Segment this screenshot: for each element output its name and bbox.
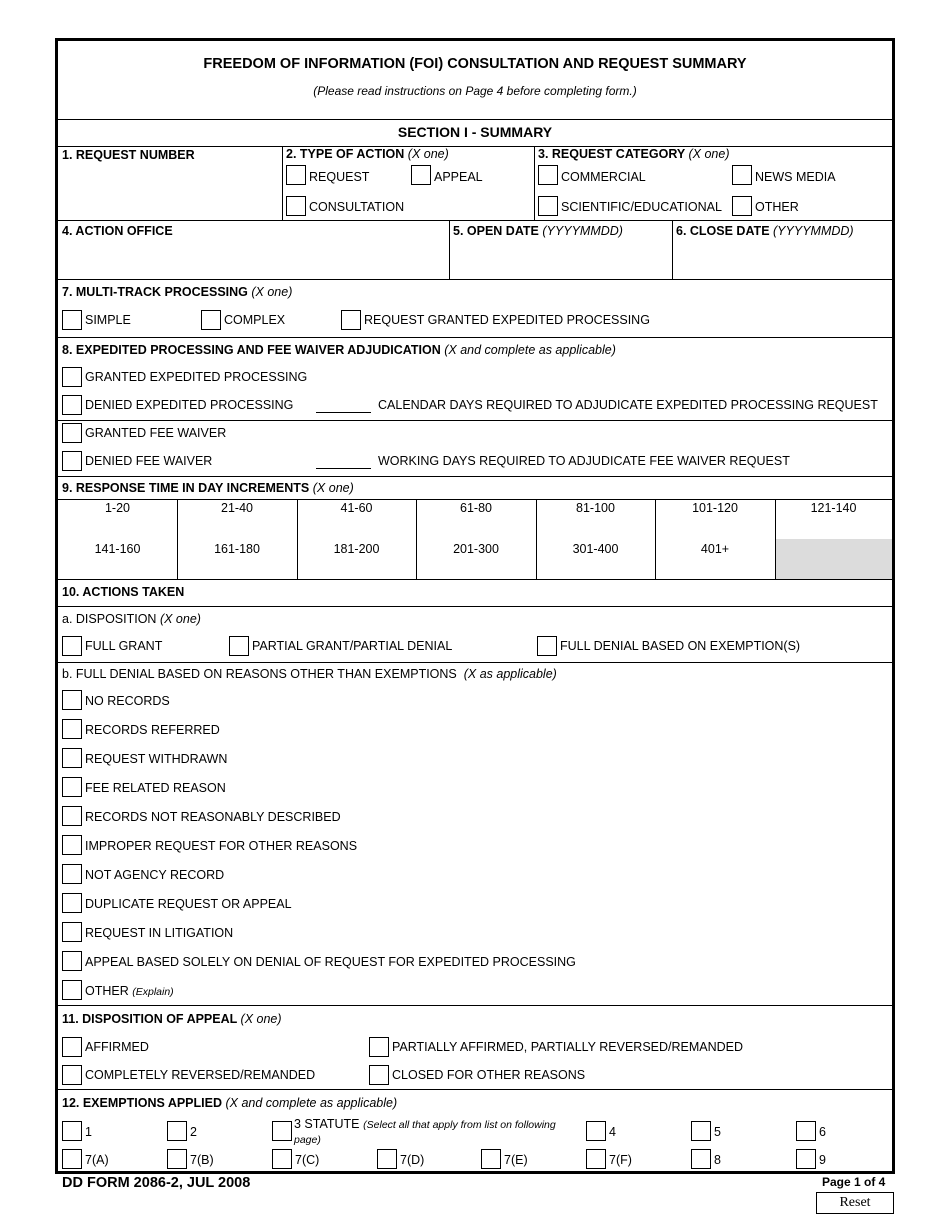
affirmed-checkbox[interactable] xyxy=(62,1037,82,1057)
open-date-label: 5. OPEN DATE (YYYYMMDD) xyxy=(453,224,623,238)
type-request-checkbox[interactable] xyxy=(286,165,306,185)
denied-expedited-checkbox[interactable] xyxy=(62,395,82,415)
other-reason-checkbox[interactable] xyxy=(62,980,82,1000)
exemption-7c-label: 7(C) xyxy=(295,1153,320,1167)
category-other-label: OTHER xyxy=(755,200,799,214)
partially-affirmed-label: PARTIALLY AFFIRMED, PARTIALLY REVERSED/REMANDED xyxy=(392,1040,744,1054)
response-time-201-300[interactable]: 201-300 xyxy=(453,542,499,556)
granted-fee-waiver-checkbox[interactable] xyxy=(62,423,82,443)
track-expedited-label: REQUEST GRANTED EXPEDITED PROCESSING xyxy=(364,313,650,327)
track-complex-label: COMPLEX xyxy=(224,313,286,327)
improper-request-checkbox[interactable] xyxy=(62,835,82,855)
disposition-label: a. DISPOSITION (X one) xyxy=(62,612,201,626)
fee-related-checkbox[interactable] xyxy=(62,777,82,797)
track-expedited-checkbox[interactable] xyxy=(341,310,361,330)
records-referred-label: RECORDS REFERRED xyxy=(85,723,220,737)
exemption-8-checkbox[interactable] xyxy=(691,1149,711,1169)
response-time-161-180[interactable]: 161-180 xyxy=(214,542,260,556)
completely-reversed-label: COMPLETELY REVERSED/REMANDED xyxy=(85,1068,316,1082)
full-grant-checkbox[interactable] xyxy=(62,636,82,656)
exemption-2-label: 2 xyxy=(190,1125,197,1139)
not-agency-record-checkbox[interactable] xyxy=(62,864,82,884)
not-reasonably-described-checkbox[interactable] xyxy=(62,806,82,826)
exemption-7a-label: 7(A) xyxy=(85,1153,109,1167)
category-scientific-label: SCIENTIFIC/EDUCATIONAL xyxy=(561,200,722,214)
exemption-7f-label: 7(F) xyxy=(609,1153,632,1167)
fee-related-label: FEE RELATED REASON xyxy=(85,781,226,795)
response-time-101-120[interactable]: 101-120 xyxy=(692,501,738,515)
appeal-expedited-denial-label: APPEAL BASED SOLELY ON DENIAL OF REQUEST FOR EXPEDITED PROCESSING xyxy=(85,955,576,969)
records-referred-checkbox[interactable] xyxy=(62,719,82,739)
response-time-grid xyxy=(58,499,892,579)
request-category-label: 3. REQUEST CATEGORY (X one) xyxy=(538,147,730,161)
full-denial-exemption-label: FULL DENIAL BASED ON EXEMPTION(S) xyxy=(560,639,801,653)
category-scientific-checkbox[interactable] xyxy=(538,196,558,216)
exemption-3-label: 3 STATUTE (Select all that apply from list on following page) xyxy=(294,1117,556,1146)
response-time-81-100[interactable]: 81-100 xyxy=(576,501,615,515)
category-news-media-checkbox[interactable] xyxy=(732,165,752,185)
response-time-1-20[interactable]: 1-20 xyxy=(104,501,131,515)
category-commercial-checkbox[interactable] xyxy=(538,165,558,185)
reset-button[interactable]: Reset xyxy=(816,1192,894,1214)
exemption-9-label: 9 xyxy=(819,1153,826,1167)
granted-expedited-label: GRANTED EXPEDITED PROCESSING xyxy=(85,370,308,384)
no-records-checkbox[interactable] xyxy=(62,690,82,710)
expedited-fee-label: 8. EXPEDITED PROCESSING AND FEE WAIVER ADJUDICATION (X and complete as applicable) xyxy=(62,343,616,357)
improper-request-label: IMPROPER REQUEST FOR OTHER REASONS xyxy=(85,839,358,853)
exemption-7c-checkbox[interactable] xyxy=(272,1149,292,1169)
no-records-label: NO RECORDS xyxy=(85,694,170,708)
exemption-4-label: 4 xyxy=(609,1125,616,1139)
actions-taken-label: 10. ACTIONS TAKEN xyxy=(62,585,185,599)
response-time-empty-cell xyxy=(776,539,892,579)
exemption-5-label: 5 xyxy=(714,1125,721,1139)
exemption-1-label: 1 xyxy=(85,1125,92,1139)
working-days-text: WORKING DAYS REQUIRED TO ADJUDICATE FEE WAIVER REQUEST xyxy=(378,454,790,468)
affirmed-label: AFFIRMED xyxy=(85,1040,149,1054)
calendar-days-text: CALENDAR DAYS REQUIRED TO ADJUDICATE EXPEDITED PROCESSING REQUEST xyxy=(378,398,878,412)
track-simple-checkbox[interactable] xyxy=(62,310,82,330)
request-number-label: 1. REQUEST NUMBER xyxy=(62,148,195,162)
granted-fee-waiver-label: GRANTED FEE WAIVER xyxy=(85,426,227,440)
section-title: SECTION I - SUMMARY xyxy=(397,124,553,140)
closed-other-reasons-checkbox[interactable] xyxy=(369,1065,389,1085)
partial-grant-label: PARTIAL GRANT/PARTIAL DENIAL xyxy=(252,639,453,653)
foi-form xyxy=(55,38,895,1174)
granted-expedited-checkbox[interactable] xyxy=(62,367,82,387)
exemption-8-label: 8 xyxy=(714,1153,721,1167)
type-consultation-checkbox[interactable] xyxy=(286,196,306,216)
response-time-141-160[interactable]: 141-160 xyxy=(94,542,141,556)
exemption-1-checkbox[interactable] xyxy=(62,1121,82,1141)
exemption-4-checkbox[interactable] xyxy=(586,1121,606,1141)
response-time-label: 9. RESPONSE TIME IN DAY INCREMENTS (X one) xyxy=(62,481,354,495)
page-indicator: Page 1 of 4 xyxy=(822,1175,886,1189)
form-subtitle: (Please read instructions on Page 4 before completing form.) xyxy=(313,84,637,98)
exemption-7a-checkbox[interactable] xyxy=(62,1149,82,1169)
response-time-41-60[interactable]: 41-60 xyxy=(340,501,373,515)
exemption-7d-label: 7(D) xyxy=(400,1153,425,1167)
not-reasonably-described-label: RECORDS NOT REASONABLY DESCRIBED xyxy=(85,810,341,824)
action-office-label: 4. ACTION OFFICE xyxy=(62,224,173,238)
response-time-401-plus[interactable]: 401+ xyxy=(700,542,730,556)
exemption-7d-checkbox[interactable] xyxy=(377,1149,397,1169)
form-title: FREEDOM OF INFORMATION (FOI) CONSULTATION AND REQUEST SUMMARY xyxy=(203,56,747,72)
denied-fee-waiver-checkbox[interactable] xyxy=(62,451,82,471)
close-date-label: 6. CLOSE DATE (YYYYMMDD) xyxy=(676,224,854,238)
not-agency-record-label: NOT AGENCY RECORD xyxy=(85,868,225,882)
full-grant-label: FULL GRANT xyxy=(85,639,163,653)
request-litigation-checkbox[interactable] xyxy=(62,922,82,942)
denied-fee-waiver-label: DENIED FEE WAIVER xyxy=(85,454,213,468)
type-of-action-label: 2. TYPE OF ACTION (X one) xyxy=(286,147,449,161)
disposition-appeal-label: 11. DISPOSITION OF APPEAL (X one) xyxy=(62,1012,282,1026)
appeal-expedited-denial-checkbox[interactable] xyxy=(62,951,82,971)
calendar-days-input[interactable] xyxy=(316,412,371,413)
denied-expedited-label: DENIED EXPEDITED PROCESSING xyxy=(85,398,294,412)
exemption-7e-label: 7(E) xyxy=(504,1153,528,1167)
multi-track-label: 7. MULTI-TRACK PROCESSING (X one) xyxy=(62,285,293,299)
request-withdrawn-label: REQUEST WITHDRAWN xyxy=(85,752,228,766)
response-time-61-80[interactable]: 61-80 xyxy=(460,501,492,515)
completely-reversed-checkbox[interactable] xyxy=(62,1065,82,1085)
track-simple-label: SIMPLE xyxy=(85,313,131,327)
type-consultation-label: CONSULTATION xyxy=(309,200,405,214)
exemption-5-checkbox[interactable] xyxy=(691,1121,711,1141)
exemptions-applied-label: 12. EXEMPTIONS APPLIED (X and complete as applicable) xyxy=(62,1096,398,1110)
exemption-7b-label: 7(B) xyxy=(190,1153,214,1167)
partial-grant-checkbox[interactable] xyxy=(229,636,249,656)
type-appeal-checkbox[interactable] xyxy=(411,165,431,185)
other-reason-label: OTHER (Explain) xyxy=(85,984,174,998)
duplicate-request-checkbox[interactable] xyxy=(62,893,82,913)
track-complex-checkbox[interactable] xyxy=(201,310,221,330)
request-withdrawn-checkbox[interactable] xyxy=(62,748,82,768)
exemption-3-checkbox[interactable] xyxy=(272,1121,292,1141)
type-request-label: REQUEST xyxy=(309,170,370,184)
category-news-media-label: NEWS MEDIA xyxy=(755,170,836,184)
working-days-input[interactable] xyxy=(316,468,371,469)
form-id: DD FORM 2086-2, JUL 2008 xyxy=(62,1175,251,1191)
category-other-checkbox[interactable] xyxy=(732,196,752,216)
exemption-2-checkbox[interactable] xyxy=(167,1121,187,1141)
type-appeal-label: APPEAL xyxy=(434,170,483,184)
response-time-301-400[interactable]: 301-400 xyxy=(572,542,619,556)
exemption-7f-checkbox[interactable] xyxy=(586,1149,606,1169)
full-denial-exemption-checkbox[interactable] xyxy=(537,636,557,656)
full-denial-other-label: b. FULL DENIAL BASED ON REASONS OTHER THAN EXEMPTIONS (X as applicable) xyxy=(62,667,557,681)
request-litigation-label: REQUEST IN LITIGATION xyxy=(85,926,234,940)
duplicate-request-label: DUPLICATE REQUEST OR APPEAL xyxy=(85,897,292,911)
closed-other-reasons-label: CLOSED FOR OTHER REASONS xyxy=(392,1068,586,1082)
exemption-9-checkbox[interactable] xyxy=(796,1149,816,1169)
category-commercial-label: COMMERCIAL xyxy=(561,170,646,184)
response-time-181-200[interactable]: 181-200 xyxy=(333,542,380,556)
partially-affirmed-checkbox[interactable] xyxy=(369,1037,389,1057)
exemption-7b-checkbox[interactable] xyxy=(167,1149,187,1169)
exemption-6-label: 6 xyxy=(819,1125,826,1139)
response-time-21-40[interactable]: 21-40 xyxy=(221,501,253,515)
exemption-7e-checkbox[interactable] xyxy=(481,1149,501,1169)
response-time-121-140[interactable]: 121-140 xyxy=(810,501,857,515)
exemption-6-checkbox[interactable] xyxy=(796,1121,816,1141)
